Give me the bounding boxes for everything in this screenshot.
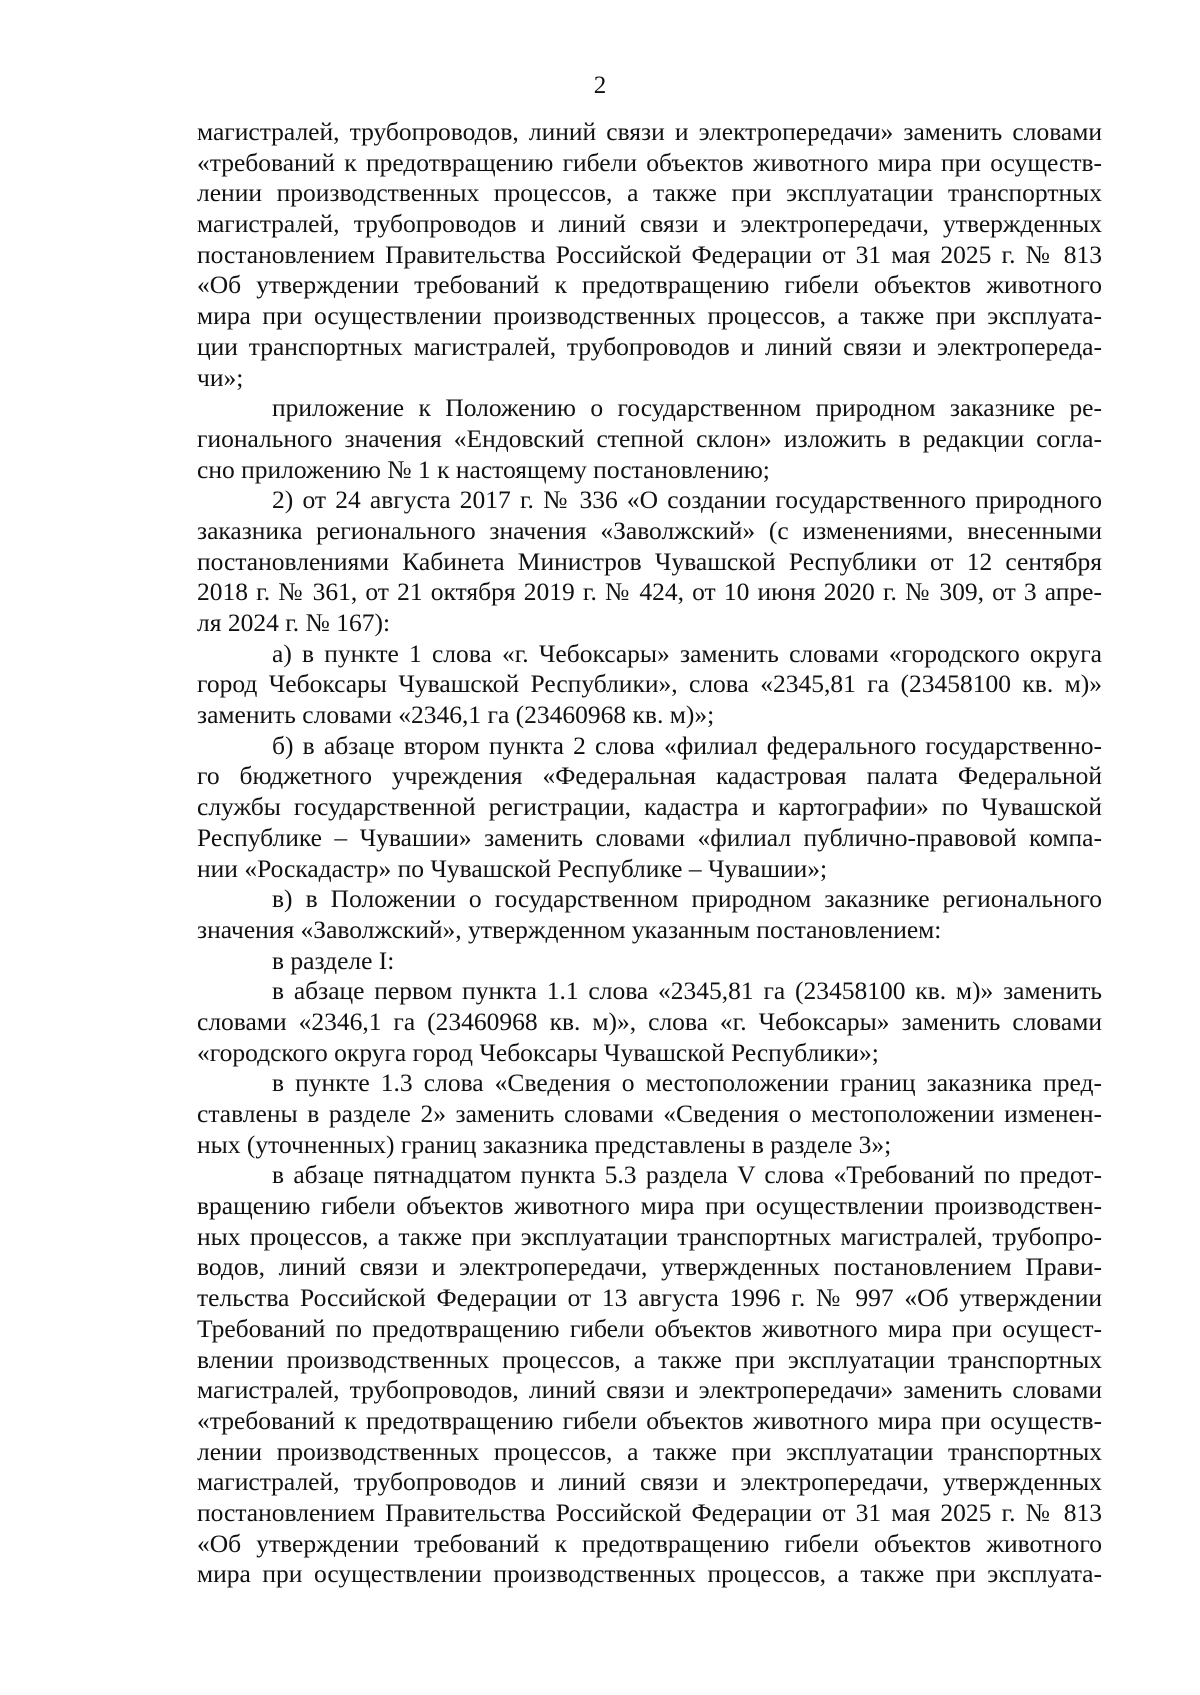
text-line: в пункте 1.3 слова «Сведения о местоположении границ заказника пред- [272, 1068, 1102, 1098]
text-line: а) в пункте 1 слова «г. Чебоксары» заменить словами «городского округа [272, 638, 1102, 668]
text-line: заказника регионального значения «Заволжский» (с изменениями, внесенными [197, 515, 1102, 545]
text-line: гионального значения «Ендовский степной склон» изложить в редакции согла- [197, 423, 1102, 453]
text-line: Требований по предотвращению гибели объектов животного мира при осущест- [197, 1313, 1102, 1343]
text-line: чи»; [197, 362, 244, 392]
text-line: влении производственных процессов, а также при эксплуатации транспортных [197, 1344, 1102, 1374]
text-line: ных процессов, а также при эксплуатации транспортных магистралей, трубопро- [197, 1221, 1102, 1251]
text-line: тельства Российской Федерации от 13 августа 1996 г. № 997 «Об утверждении [197, 1283, 1102, 1313]
text-line: мира при осуществлении производственных процессов, а также при эксплуата- [197, 1559, 1102, 1589]
text-line: магистралей, трубопроводов, линий связи и электропередачи» заменить словами [197, 1375, 1102, 1405]
text-line: ля 2024 г. № 167): [197, 608, 391, 637]
text-line: магистралей, трубопроводов и линий связи и электропередачи, утвержденных [197, 1467, 1102, 1497]
text-line: 2018 г. № 361, от 21 октября 2019 г. № 424, от 10 июня 2020 г. № 309, от 3 апре- [197, 577, 1102, 607]
text-line: «Об утверждении требований к предотвращению гибели объектов животного [197, 1528, 1102, 1558]
text-line: ставлены в разделе 2» заменить словами «Сведения о местоположении изменен- [197, 1099, 1102, 1128]
text-line: вращению гибели объектов животного мира при осуществлении производствен- [197, 1191, 1102, 1221]
document-body [197, 117, 1102, 1590]
text-line: постановлением Правительства Российской Федерации от 31 мая 2025 г. № 813 [197, 239, 1102, 269]
text-line: го бюджетного учреждения «Федеральная кадастровая палата Федеральной [197, 761, 1102, 791]
text-line: в) в Положении о государственном природном заказнике регионального [272, 884, 1102, 914]
text-line: ции транспортных магистралей, трубопроводов и линий связи и электропереда- [197, 331, 1102, 361]
text-line: 2) от 24 августа 2017 г. № 336 «О создании государственного природного [272, 485, 1102, 515]
text-line: в абзаце пятнадцатом пункта 5.3 раздела V слова «Требований по предот- [272, 1160, 1102, 1190]
text-line: «требований к предотвращению гибели объектов животного мира при осуществ- [197, 147, 1102, 177]
text-line: значения «Заволжский», утвержденном указанным постановлением: [197, 914, 942, 944]
text-line: нии «Роскадастр» по Чувашской Республике – Чувашии»; [197, 853, 828, 883]
text-line: в абзаце первом пункта 1.1 слова «2345,81 га (23458100 кв. м)» заменить [272, 976, 1102, 1006]
text-line: ных (уточненных) границ заказника представлены в разделе 3»; [197, 1129, 892, 1159]
text-line: магистралей, трубопроводов и линий связи и электропередачи, утвержденных [197, 209, 1102, 239]
text-line: постановлениями Кабинета Министров Чувашской Республики от 12 сентября [197, 546, 1102, 576]
text-line: в разделе I: [272, 945, 395, 975]
text-line: магистралей, трубопроводов, линий связи и электропередачи» заменить словами [197, 117, 1102, 146]
text-line: лении производственных процессов, а также при эксплуатации транспортных [197, 178, 1102, 208]
text-line: «требований к предотвращению гибели объектов животного мира при осуществ- [197, 1405, 1102, 1435]
text-line: словами «2346,1 га (23460968 кв. м)», слова «г. Чебоксары» заменить словами [197, 1006, 1102, 1036]
text-line: «Об утверждении требований к предотвращению гибели объектов животного [197, 270, 1102, 300]
text-line: город Чебоксары Чувашской Республики», слова «2345,81 га (23458100 кв. м)» [197, 669, 1102, 699]
text-line: сно приложению № 1 к настоящему постановлению; [197, 454, 770, 484]
text-line: Республике – Чувашии» заменить словами «филиал публично-правовой компа- [197, 822, 1102, 852]
page-number: 2 [593, 72, 607, 99]
text-line: приложение к Положению о государственном природном заказнике ре- [272, 393, 1102, 423]
text-line: службы государственной регистрации, кадастра и картографии» по Чувашской [197, 792, 1102, 822]
text-line: б) в абзаце втором пункта 2 слова «филиал федерального государственно- [272, 730, 1102, 760]
text-line: лении производственных процессов, а также при эксплуатации транспортных [197, 1436, 1102, 1466]
text-line: «городского округа город Чебоксары Чувашской Республики»; [197, 1037, 879, 1067]
text-line: водов, линий связи и электропередачи, утвержденных постановлением Прави- [197, 1252, 1102, 1282]
text-line: постановлением Правительства Российской Федерации от 31 мая 2025 г. № 813 [197, 1497, 1102, 1527]
text-line: заменить словами «2346,1 га (23460968 кв. м)»; [197, 700, 715, 730]
text-line: мира при осуществлении производственных процессов, а также при эксплуата- [197, 301, 1102, 331]
